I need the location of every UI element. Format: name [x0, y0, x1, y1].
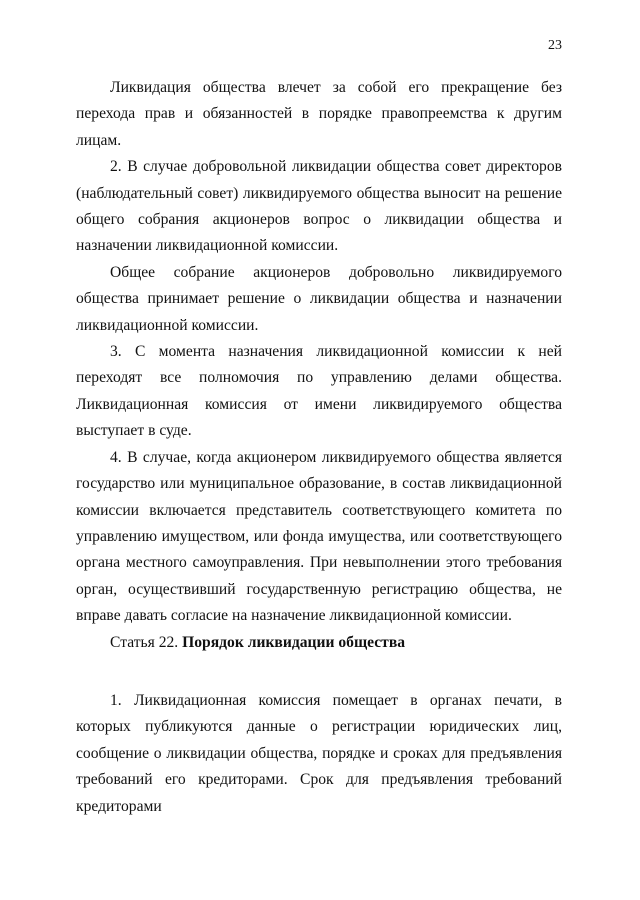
paragraph-voluntary-liquidation: 2. В случае добровольной ликвидации общества совет директоров (наблюдательный совет) ликвидируемого общества выносит на решение общего собрания акционеров вопрос о ликвидации общества и назначении ликвидационной комиссии. [76, 158, 562, 255]
article-heading [110, 632, 405, 654]
paragraph-liquidation-consequence: Ликвидация общества влечет за собой его прекращение без перехода прав и обязанностей в порядке правопреемства к другим лицам. [76, 79, 562, 149]
paragraph-general-meeting: Общее собрание акционеров добровольно ликвидируемого общества принимает решение о ликвидации общества и назначении ликвидационной комиссии. [76, 263, 562, 334]
body-text [76, 75, 562, 630]
paragraph-state-shareholder: 4. В случае, когда акционером ликвидируемого общества является государство или муниципальное образование, в состав ликвидационной комиссии включается представитель соответствующего комитета по управлению имуществом, или фонда имущества, или соответствующего органа местного самоуправления. При невыполнении этого требования орган, осуществивший государственную регистрацию общества, не вправе давать согласие на назначение ликвидационной комиссии. [76, 448, 562, 625]
paragraph-commission-publication: 1. Ликвидационная комиссия помещает в органах печати, в которых публикуются данные о регистрации юридических лиц, сообщение о ликвидации общества, порядке и сроках для предъявления требований его кредиторами. Срок для предъявления требований кредиторами [76, 692, 562, 815]
paragraph-commission-powers: 3. С момента назначения ликвидационной комиссии к ней переходят все полномочия по управлению делами общества. Ликвидационная комиссия от имени ликвидируемого общества выступает в суде. [76, 343, 562, 440]
article-text [76, 688, 562, 820]
page-number: 23 [548, 38, 562, 53]
article-title: Порядок ликвидации общества [182, 634, 406, 651]
article-label: Статья 22. [110, 634, 183, 651]
